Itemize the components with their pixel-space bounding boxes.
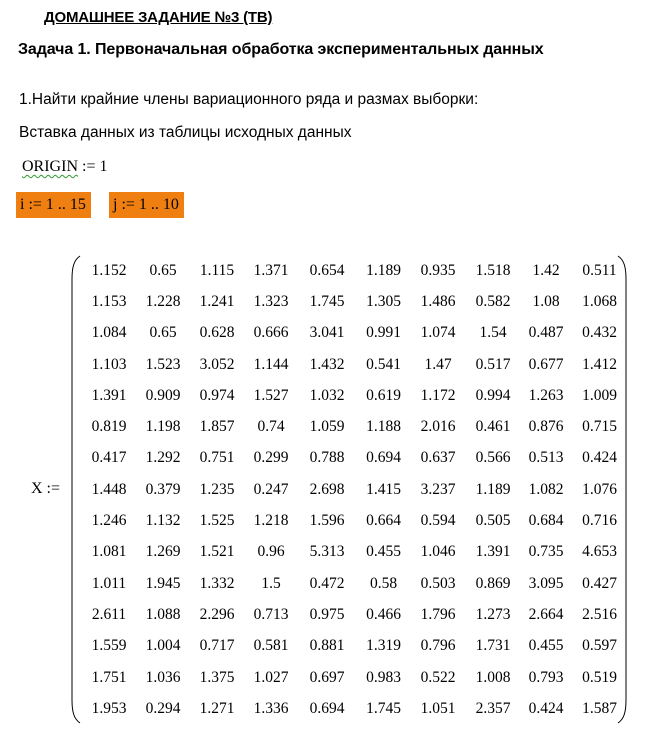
matrix-cell: 1.172	[420, 386, 456, 404]
data-matrix[interactable]	[71, 255, 627, 724]
document-title: ДОМАШНЕЕ ЗАДАНИЕ №3 (ТВ)	[44, 9, 273, 26]
matrix-cell: 1.088	[145, 605, 181, 623]
matrix-cell: 1.076	[582, 480, 617, 498]
matrix-row	[81, 505, 627, 536]
matrix-cell: 0.654	[309, 261, 345, 279]
matrix-cell: 0.432	[582, 324, 617, 342]
matrix-cell: 0.96	[257, 543, 285, 561]
matrix-cell: 1.009	[582, 386, 617, 404]
matrix-cell: 1.084	[91, 324, 127, 342]
matrix-cell: 0.455	[366, 543, 401, 561]
matrix-cell: 1.391	[91, 386, 127, 404]
matrix-cell: 1.036	[145, 668, 181, 686]
matrix-row	[81, 411, 627, 442]
matrix-cell: 1.271	[199, 699, 235, 717]
matrix-cell: 1.745	[366, 699, 401, 717]
origin-keyword: ORIGIN	[22, 158, 78, 175]
matrix-cell: 1.046	[420, 543, 456, 561]
matrix-cell: 0.715	[582, 418, 617, 436]
matrix-cell: 0.735	[528, 543, 564, 561]
matrix-cell: 1.375	[199, 668, 235, 686]
matrix-row	[81, 693, 627, 724]
matrix-cell: 0.505	[475, 512, 511, 530]
matrix-cell: 0.582	[475, 292, 511, 310]
range-j-definition[interactable]: j := 1 .. 10	[109, 192, 184, 218]
matrix-row	[81, 318, 627, 349]
matrix-cell: 1.08	[532, 292, 560, 310]
matrix-cell: 1.082	[528, 480, 564, 498]
matrix-cell: 1.521	[199, 543, 235, 561]
matrix-cell: 0.466	[366, 605, 401, 623]
matrix-cell: 1.559	[91, 637, 127, 655]
left-paren-icon	[71, 255, 81, 724]
matrix-row	[81, 662, 627, 693]
matrix-cell: 0.666	[253, 324, 289, 342]
matrix-cell: 3.052	[199, 355, 235, 373]
matrix-cell: 0.65	[149, 261, 177, 279]
matrix-cell: 5.313	[309, 543, 345, 561]
matrix-cell: 0.424	[528, 699, 564, 717]
matrix-cell: 1.189	[366, 261, 401, 279]
matrix-cell: 1.189	[475, 480, 511, 498]
matrix-cell: 1.011	[91, 574, 127, 592]
matrix-cell: 1.241	[199, 292, 235, 310]
matrix-body	[81, 255, 627, 724]
matrix-cell: 0.788	[309, 449, 345, 467]
matrix-cell: 1.153	[91, 292, 127, 310]
matrix-row	[81, 380, 627, 411]
matrix-cell: 0.664	[366, 512, 401, 530]
matrix-cell: 1.596	[309, 512, 345, 530]
matrix-cell: 1.081	[91, 543, 127, 561]
matrix-cell: 0.517	[475, 355, 511, 373]
matrix-cell: 2.698	[309, 480, 345, 498]
matrix-cell: 1.144	[253, 355, 289, 373]
matrix-cell: 0.541	[366, 355, 401, 373]
matrix-cell: 0.461	[475, 418, 511, 436]
matrix-cell: 0.793	[528, 668, 564, 686]
matrix-cell: 1.953	[91, 699, 127, 717]
matrix-cell: 1.412	[582, 355, 617, 373]
matrix-cell: 1.051	[420, 699, 456, 717]
matrix-cell: 1.525	[199, 512, 235, 530]
task-heading: Задача 1. Первоначальная обработка экспериментальных данных	[18, 41, 544, 58]
matrix-cell: 0.511	[582, 261, 617, 279]
matrix-cell: 0.869	[475, 574, 511, 592]
matrix-cell: 1.004	[145, 637, 181, 655]
matrix-cell: 0.74	[257, 418, 285, 436]
matrix-cell: 0.876	[528, 418, 564, 436]
matrix-cell: 0.455	[528, 637, 564, 655]
matrix-cell: 1.523	[145, 355, 181, 373]
matrix-cell: 1.5	[261, 574, 281, 592]
matrix-cell: 0.637	[420, 449, 456, 467]
matrix-cell: 0.628	[199, 324, 235, 342]
matrix-cell: 1.115	[199, 261, 235, 279]
matrix-cell: 1.305	[366, 292, 401, 310]
matrix-cell: 0.294	[145, 699, 181, 717]
matrix-row	[81, 599, 627, 630]
matrix-cell: 1.432	[309, 355, 345, 373]
matrix-cell: 0.991	[366, 324, 401, 342]
matrix-cell: 0.684	[528, 512, 564, 530]
matrix-cell: 1.796	[420, 605, 456, 623]
matrix-cell: 1.032	[309, 386, 345, 404]
matrix-cell: 0.751	[199, 449, 235, 467]
matrix-cell: 1.132	[145, 512, 181, 530]
matrix-cell: 1.319	[366, 637, 401, 655]
matrix-cell: 0.417	[91, 449, 127, 467]
matrix-cell: 3.095	[528, 574, 564, 592]
matrix-cell: 0.487	[528, 324, 564, 342]
matrix-cell: 1.332	[199, 574, 235, 592]
matrix-cell: 2.357	[475, 699, 511, 717]
matrix-cell: 1.448	[91, 480, 127, 498]
matrix-cell: 1.47	[424, 355, 452, 373]
matrix-cell: 1.323	[253, 292, 289, 310]
matrix-cell: 1.518	[475, 261, 511, 279]
matrix-cell: 0.379	[145, 480, 181, 498]
matrix-cell: 3.041	[309, 324, 345, 342]
matrix-cell: 0.65	[149, 324, 177, 342]
matrix-cell: 0.694	[309, 699, 345, 717]
matrix-cell: 1.486	[420, 292, 456, 310]
matrix-cell: 1.269	[145, 543, 181, 561]
matrix-row	[81, 255, 627, 286]
matrix-cell: 1.587	[582, 699, 617, 717]
matrix-cell: 0.566	[475, 449, 511, 467]
matrix-cell: 0.513	[528, 449, 564, 467]
matrix-row	[81, 537, 627, 568]
matrix-cell: 0.247	[253, 480, 289, 498]
matrix-cell: 1.292	[145, 449, 181, 467]
matrix-cell: 1.391	[475, 543, 511, 561]
matrix-cell: 0.796	[420, 637, 456, 655]
matrix-cell: 1.42	[532, 261, 560, 279]
step-instruction: 1.Найти крайние члены вариационного ряда и размах выборки:	[19, 91, 479, 108]
matrix-cell: 0.424	[582, 449, 617, 467]
origin-definition[interactable]	[22, 158, 107, 176]
matrix-cell: 1.415	[366, 480, 401, 498]
matrix-cell: 1.246	[91, 512, 127, 530]
matrix-cell: 0.975	[309, 605, 345, 623]
matrix-cell: 0.427	[582, 574, 617, 592]
matrix-cell: 2.516	[582, 605, 617, 623]
range-i-definition[interactable]: i := 1 .. 15	[16, 192, 91, 218]
matrix-cell: 1.235	[199, 480, 235, 498]
matrix-cell: 1.027	[253, 668, 289, 686]
matrix-cell: 0.677	[528, 355, 564, 373]
matrix-cell: 0.58	[369, 574, 398, 592]
matrix-table	[81, 255, 627, 724]
matrix-row	[81, 568, 627, 599]
matrix-cell: 4.653	[582, 543, 617, 561]
matrix-cell: 1.745	[309, 292, 345, 310]
matrix-cell: 0.594	[420, 512, 456, 530]
matrix-row	[81, 286, 627, 317]
matrix-cell: 1.371	[253, 261, 289, 279]
matrix-cell: 1.945	[145, 574, 181, 592]
matrix-cell: 1.751	[91, 668, 127, 686]
matrix-cell: 1.059	[309, 418, 345, 436]
matrix-cell: 1.218	[253, 512, 289, 530]
matrix-row	[81, 631, 627, 662]
matrix-cell: 1.273	[475, 605, 511, 623]
matrix-cell: 0.694	[366, 449, 401, 467]
matrix-row	[81, 443, 627, 474]
matrix-cell: 0.994	[475, 386, 511, 404]
matrix-cell: 0.503	[420, 574, 456, 592]
matrix-cell: 2.296	[199, 605, 235, 623]
matrix-cell: 1.263	[528, 386, 564, 404]
matrix-cell: 2.016	[420, 418, 456, 436]
matrix-cell: 0.472	[309, 574, 345, 592]
matrix-cell: 0.935	[420, 261, 456, 279]
matrix-cell: 1.103	[91, 355, 127, 373]
matrix-cell: 0.581	[253, 637, 289, 655]
matrix-cell: 3.237	[420, 480, 456, 498]
matrix-cell: 0.697	[309, 668, 345, 686]
matrix-cell: 2.611	[91, 605, 127, 623]
matrix-cell: 1.336	[253, 699, 289, 717]
matrix-cell: 1.54	[479, 324, 507, 342]
matrix-cell: 1.068	[582, 292, 617, 310]
matrix-cell: 1.198	[145, 418, 181, 436]
matrix-cell: 0.522	[420, 668, 456, 686]
matrix-cell: 1.188	[366, 418, 401, 436]
matrix-cell: 0.713	[253, 605, 289, 623]
matrix-label: X :=	[31, 480, 61, 497]
matrix-cell: 1.527	[253, 386, 289, 404]
matrix-cell: 0.974	[199, 386, 235, 404]
matrix-cell: 1.008	[475, 668, 511, 686]
right-paren-icon	[617, 255, 627, 724]
matrix-cell: 0.717	[199, 637, 235, 655]
matrix-cell: 0.716	[582, 512, 617, 530]
matrix-cell: 0.881	[309, 637, 345, 655]
matrix-cell: 1.228	[145, 292, 181, 310]
data-insert-caption: Вставка данных из таблицы исходных данных	[19, 124, 352, 141]
matrix-cell: 0.519	[582, 668, 617, 686]
matrix-cell: 1.857	[199, 418, 235, 436]
matrix-cell: 2.664	[528, 605, 564, 623]
matrix-cell: 1.731	[475, 637, 511, 655]
matrix-row	[81, 474, 627, 505]
matrix-cell: 0.619	[366, 386, 401, 404]
matrix-cell: 0.819	[91, 418, 127, 436]
matrix-row	[81, 349, 627, 380]
matrix-cell: 0.909	[145, 386, 181, 404]
matrix-cell: 0.299	[253, 449, 289, 467]
matrix-cell: 0.597	[582, 637, 617, 655]
origin-assignment: := 1	[78, 158, 108, 175]
matrix-cell: 1.074	[420, 324, 456, 342]
matrix-cell: 0.983	[366, 668, 401, 686]
matrix-cell: 1.152	[91, 261, 127, 279]
